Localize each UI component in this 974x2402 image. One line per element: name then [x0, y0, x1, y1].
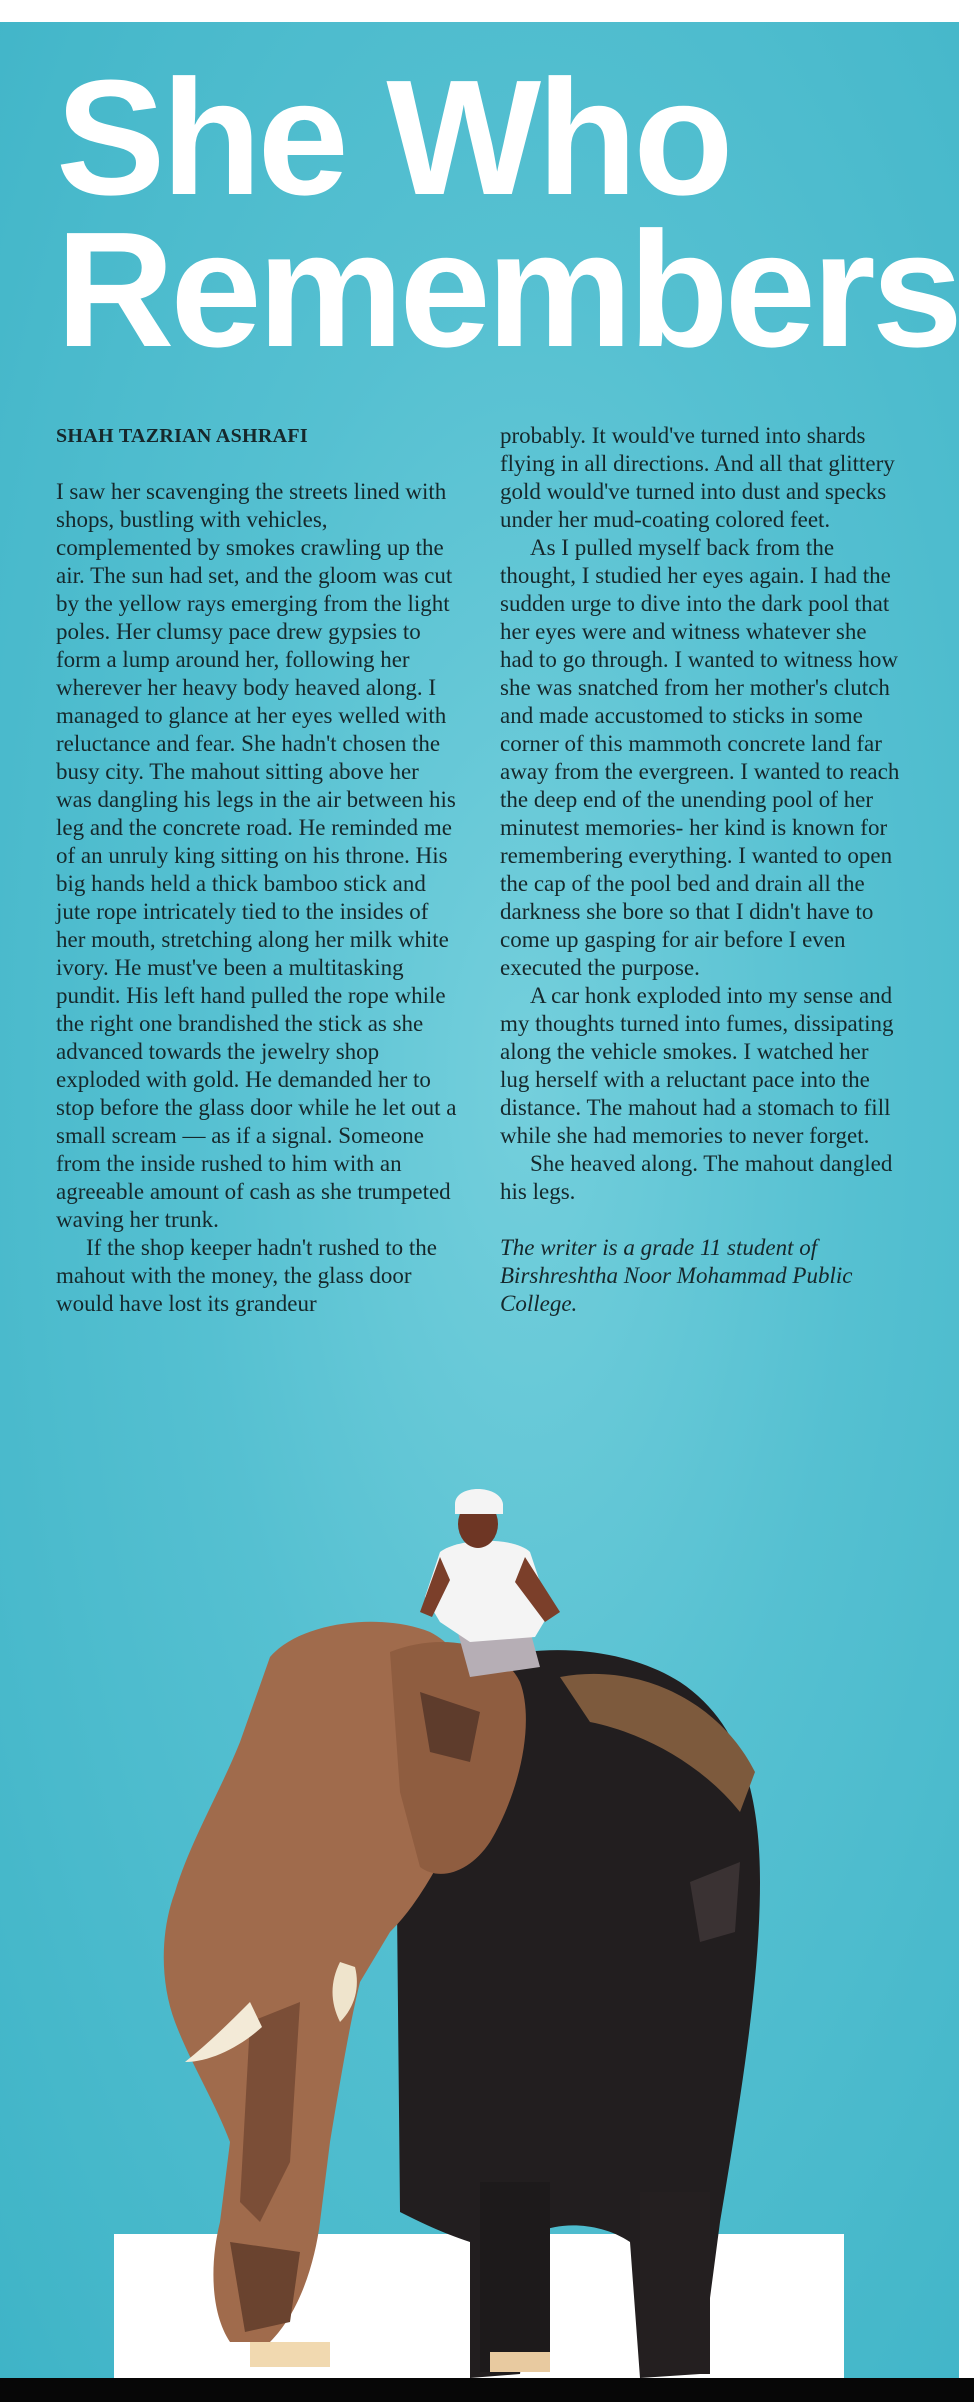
paragraph-2: If the shop keeper hadn't rushed to the mahout with the money, the glass door would have lost its grandeur [56, 1235, 437, 1316]
title-line-2: Remembers [56, 198, 959, 381]
paragraph-6: She heaved along. The mahout dangled his legs. [500, 1151, 893, 1204]
page-margin-right [959, 0, 974, 2402]
text-column-right [500, 422, 902, 1318]
paragraph-4: As I pulled myself back from the thought, I studied her eyes again. I had the sudden urge to dive into the dark pool that her eyes were and witness whatever she had to go through. I wanted to witness how she was snatched from her mother's clutch and made accustomed to sticks in some corner of this mammoth concrete land far away from the evergreen. I wanted to reach the deep end of the unending pool of her minutest memories- her kind is known for remembering everything. I wanted to open the cap of the pool bed and drain all the darkness she bore so that I didn't have to come up gasping for air before I even executed the purpose. [500, 535, 900, 980]
title-line-1: She Who [56, 46, 730, 229]
elephant-front-leg [480, 2182, 550, 2372]
elephant-illustration [0, 1462, 959, 2378]
paragraph-5: A car honk exploded into my sense and my thoughts turned into fumes, dissipating along the vehicle smokes. I watched her lug herself with a reluctant pace into the distance. The mahout had a stomach to fill while she had memories to never forget. [500, 983, 894, 1148]
byline: SHAH TAZRIAN ASHRAFI [56, 425, 308, 447]
article-title [56, 46, 959, 381]
paragraph-1: I saw her scavenging the streets lined with shops, bustling with vehicles, complemented by smokes crawling up the air. The sun had set, and the gloom was cut by the yellow rays emerging from the light poles. Her clumsy pace drew gypsies to form a lump around her, following her wherever her heavy body heaved along. I managed to glance at her eyes welled with reluctance and fear. She hadn't chosen the busy city. The mahout sitting above her was dangling his legs in the air between his leg and the concrete road. He reminded me of an unruly king sitting on his throne. His big hands held a thick bamboo stick and jute rope intricately tied to the insides of her mouth, stretching along her milk white ivory. He must've been a multitasking pundit. His left hand pulled the rope while the right one brandished the stick as she advanced towards the jewelry shop exploded with gold. He demanded her to stop before the glass door while he let out a small scream — as if a signal. Someone from the inside rushed to him with an agreeable amount of cash as she trumpeted waving her trunk. [56, 479, 457, 1232]
author-credit: The writer is a grade 11 student of Birshreshtha Noor Mohammad Public College. [500, 1235, 853, 1316]
paragraph-3: probably. It would've turned into shards flying in all directions. And all that glittery gold would've turned into dust and specks under her mud-coating colored feet. [500, 423, 895, 532]
text-column-left [56, 422, 458, 1318]
bottom-bar [0, 2378, 974, 2402]
article-page [0, 22, 959, 2378]
mahout-cap [455, 1489, 503, 1514]
